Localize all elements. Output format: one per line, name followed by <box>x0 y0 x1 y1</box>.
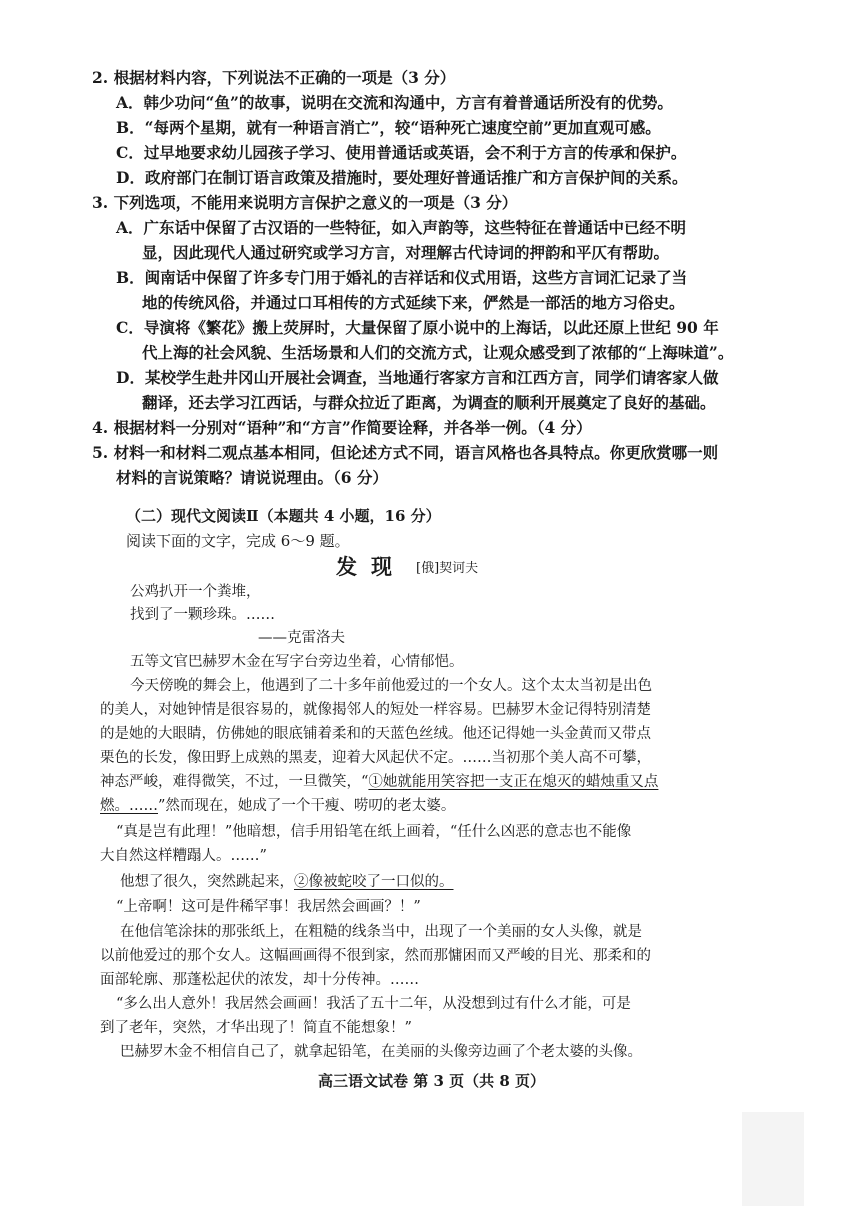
question-3-option-c-line1: C．导演将《繁花》搬上荧屏时，大量保留了原小说中的上海话，以此还原上世纪 90 年 <box>116 318 719 337</box>
story-paragraph-6-line3: 面部轮廓、那蓬松起伏的浓发，却十分传神。…… <box>100 972 419 988</box>
question-5-line2: 材料的言说策略？请说说理由。（6 分） <box>116 468 388 487</box>
question-3-option-c-line2: 代上海的社会风貌、生活场景和人们的交流方式，让观众感受到了浓郁的“上海味道”。 <box>142 343 734 362</box>
story-paragraph-2-line1: 今天傍晚的舞会上，他遇到了二十多年前他爱过的一个女人。这个太太当初是出色 <box>130 678 652 694</box>
story-paragraph-7-line2: 到了老年，突然，才华出现了！简直不能想象！” <box>100 1020 412 1036</box>
question-2-option-a: A．韩少功问“鱼”的故事，说明在交流和沟通中，方言有着普通话所没有的优势。 <box>116 93 673 112</box>
story-paragraph-3-line1: “真是岂有此理！”他暗想，信手用铅笔在纸上画着，“任什么凶恶的意志也不能像 <box>116 824 632 840</box>
story-paragraph-6-line1: 在他信笔涂抹的那张纸上，在粗糙的线条当中，出现了一个美丽的女人头像，就是 <box>120 924 642 940</box>
question-3-option-a-line2: 显，因此现代人通过研究或学习方言，对理解古代诗词的押韵和平仄有帮助。 <box>142 243 670 262</box>
question-2-stem: 2. 根据材料内容，下列说法不正确的一项是（3 分） <box>92 68 456 87</box>
underlined-sentence-1: ①她就能用笑容把一支正在熄灭的蜡烛重又点 <box>368 774 659 790</box>
question-5-line1: 5. 材料一和材料二观点基本相同，但论述方式不同，语言风格也各具特点。你更欣赏哪一则 <box>92 443 719 462</box>
story-text: ”然而现在，她成了一个干瘦、唠叨的老太婆。 <box>158 798 456 814</box>
story-paragraph-2-line6 <box>100 794 455 815</box>
epigraph-attribution: ——克雷洛夫 <box>258 630 345 646</box>
scan-smudge <box>742 1112 804 1206</box>
epigraph-line2: 找到了一颗珍珠。…… <box>130 607 275 623</box>
question-2-option-d: D．政府部门在制订语言政策及措施时，要处理好普通话推广和方言保护间的关系。 <box>116 168 688 187</box>
story-paragraph-6-line2: 以前他爱过的那个女人。这幅画画得不很到家，然而那慵困而又严峻的目光、那柔和的 <box>100 948 651 964</box>
question-3-stem: 3. 下列选项，不能用来说明方言保护之意义的一项是（3 分） <box>92 193 518 212</box>
underlined-sentence-2: ②像被蛇咬了一口似的。 <box>294 874 454 890</box>
question-3-option-a-line1: A．广东话中保留了古汉语的一些特征，如入声韵等，这些特征在普通话中已经不明 <box>116 218 687 237</box>
story-paragraph-2-line3: 的是她的大眼睛，仿佛她的眼底铺着柔和的天蓝色丝绒。他还记得她一头金黄而又带点 <box>100 726 651 742</box>
story-text: 他想了很久，突然跳起来， <box>120 874 294 890</box>
question-3-option-d-line1: D．某校学生赴井冈山开展社会调查，当地通行客家方言和江西方言，同学们请客家人做 <box>116 368 719 387</box>
question-3-option-b-line2: 地的传统风俗，并通过口耳相传的方式延续下来，俨然是一部活的地方习俗史。 <box>142 293 685 312</box>
story-paragraph-5: “上帝啊！这可是件稀罕事！我居然会画画？！” <box>116 899 421 915</box>
story-paragraph-2-line4: 栗色的长发，像田野上成熟的黑麦，迎着大风起伏不定。……当初那个美人高不可攀， <box>100 750 651 766</box>
story-paragraph-3-line2: 大自然这样糟蹋人。……” <box>100 848 267 864</box>
question-4: 4. 根据材料一分别对“语种”和“方言”作简要诠释，并各举一例。（4 分） <box>92 418 592 437</box>
story-paragraph-1: 五等文官巴赫罗木金在写字台旁边坐着，心情郁悒。 <box>130 654 464 670</box>
story-title: 发现 <box>336 554 406 579</box>
story-paragraph-7-line1: “多么出人意外！我居然会画画！我活了五十二年，从没想到过有什么才能，可是 <box>116 996 631 1012</box>
story-paragraph-4 <box>120 870 454 891</box>
story-paragraph-2-line5 <box>100 770 658 791</box>
story-text: 神态严峻，难得微笑，不过，一旦微笑，“ <box>100 774 369 790</box>
story-paragraph-8: 巴赫罗木金不相信自己了，就拿起铅笔，在美丽的头像旁边画了个老太婆的头像。 <box>120 1044 642 1060</box>
question-2-option-c: C．过早地要求幼儿园孩子学习、使用普通话或英语，会不利于方言的传承和保护。 <box>116 143 687 162</box>
underlined-sentence-1-end: 燃。…… <box>100 798 158 814</box>
story-paragraph-2-line2: 的美人，对她钟情是很容易的，就像揭邻人的短处一样容易。巴赫罗木金记得特别清楚 <box>100 702 651 718</box>
question-3-option-b-line1: B．闽南话中保留了许多专门用于婚礼的吉祥话和仪式用语，这些方言词汇记录了当 <box>116 268 688 287</box>
epigraph-line1: 公鸡扒开一个粪堆， <box>130 584 261 600</box>
page-footer: 高三语文试卷 第 3 页（共 8 页） <box>318 1072 545 1090</box>
section-instruction: 阅读下面的文字，完成 6～9 题。 <box>126 532 350 550</box>
section-header: （二）现代文阅读Ⅱ（本题共 4 小题，16 分） <box>126 507 441 525</box>
question-3-option-d-line2: 翻译，还去学习江西话，与群众拉近了距离，为调查的顺利开展奠定了良好的基础。 <box>142 393 716 412</box>
question-2-option-b: B．“每两个星期，就有一种语言消亡”，较“语种死亡速度空前”更加直观可感。 <box>116 118 661 137</box>
story-author: [俄]契诃夫 <box>416 561 479 576</box>
